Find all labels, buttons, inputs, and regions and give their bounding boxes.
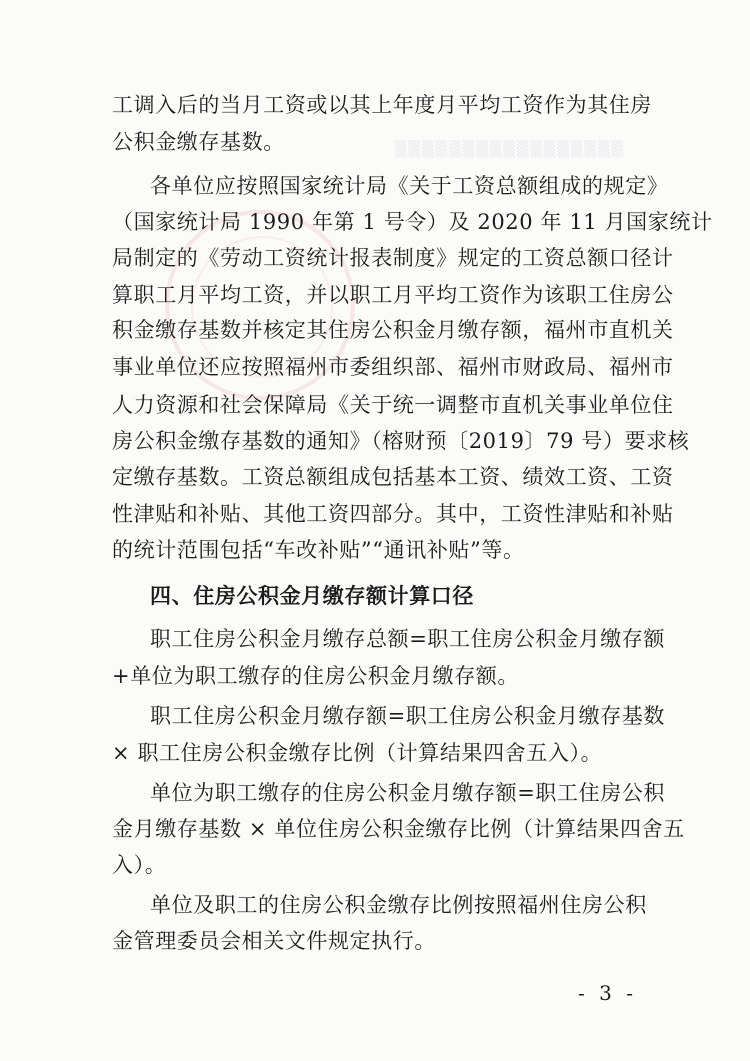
- formula-line-6: 金月缴存基数 × 单位住房公积金缴存比例（计算结果四舍五: [112, 817, 685, 841]
- body-line-6: 算职工月平均工资，并以职工月平均工资作为该职工住房公: [112, 283, 674, 307]
- body-line-8: 事业单位还应按照福州市委组织部、福州市财政局、福州市: [112, 355, 674, 379]
- body-line-12: 性津贴和补贴、其他工资四部分。其中，工资性津贴和补贴: [112, 502, 674, 526]
- formula-line-5: 单位为职工缴存的住房公积金月缴存额=职工住房公积: [150, 781, 665, 805]
- body-line-3: 各单位应按照国家统计局《关于工资总额组成的规定》: [150, 174, 669, 198]
- closing-line-2: 金管理委员会相关文件规定执行。: [112, 929, 436, 953]
- body-line-9: 人力资源和社会保障局《关于统一调整市直机关事业单位住: [112, 393, 674, 417]
- body-line-7: 积金缴存基数并核定其住房公积金月缴存额，福州市直机关: [112, 318, 674, 342]
- closing-line-1: 单位及职工的住房公积金缴存比例按照福州住房公积: [150, 893, 647, 917]
- formula-line-3: 职工住房公积金月缴存额=职工住房公积金月缴存基数: [150, 704, 665, 728]
- formula-line-1: 职工住房公积金月缴存总额=职工住房公积金月缴存额: [150, 627, 665, 651]
- body-line-1: 工调入后的当月工资或以其上年度月平均工资作为其住房: [112, 93, 652, 117]
- faint-bleed-through-text: ▒▒▒▒▒▒▒▒▒▒▒▒▒▒▒▒▒: [395, 140, 626, 158]
- formula-line-2: +单位为职工缴存的住房公积金月缴存额。: [112, 664, 519, 688]
- formula-line-4: × 职工住房公积金缴存比例（计算结果四舍五入）。: [112, 741, 603, 765]
- body-line-5: 局制定的《劳动工资统计报表制度》规定的工资总额口径计: [112, 246, 674, 270]
- section-heading: 四、住房公积金月缴存额计算口径: [150, 584, 474, 608]
- page-number: - 3 -: [578, 981, 637, 1005]
- body-line-10: 房公积金缴存基数的通知》（榕财预〔2019〕79 号）要求核: [112, 429, 690, 453]
- body-line-11: 定缴存基数。工资总额组成包括基本工资、绩效工资、工资: [112, 465, 674, 489]
- formula-line-7: 入）。: [112, 853, 167, 877]
- body-line-2: 公积金缴存基数。: [112, 130, 285, 154]
- body-line-4: （国家统计局 1990 年第 1 号令）及 2020 年 11 月国家统计: [112, 210, 713, 234]
- body-line-13: 的统计范围包括“车改补贴”“通讯补贴”等。: [112, 538, 525, 562]
